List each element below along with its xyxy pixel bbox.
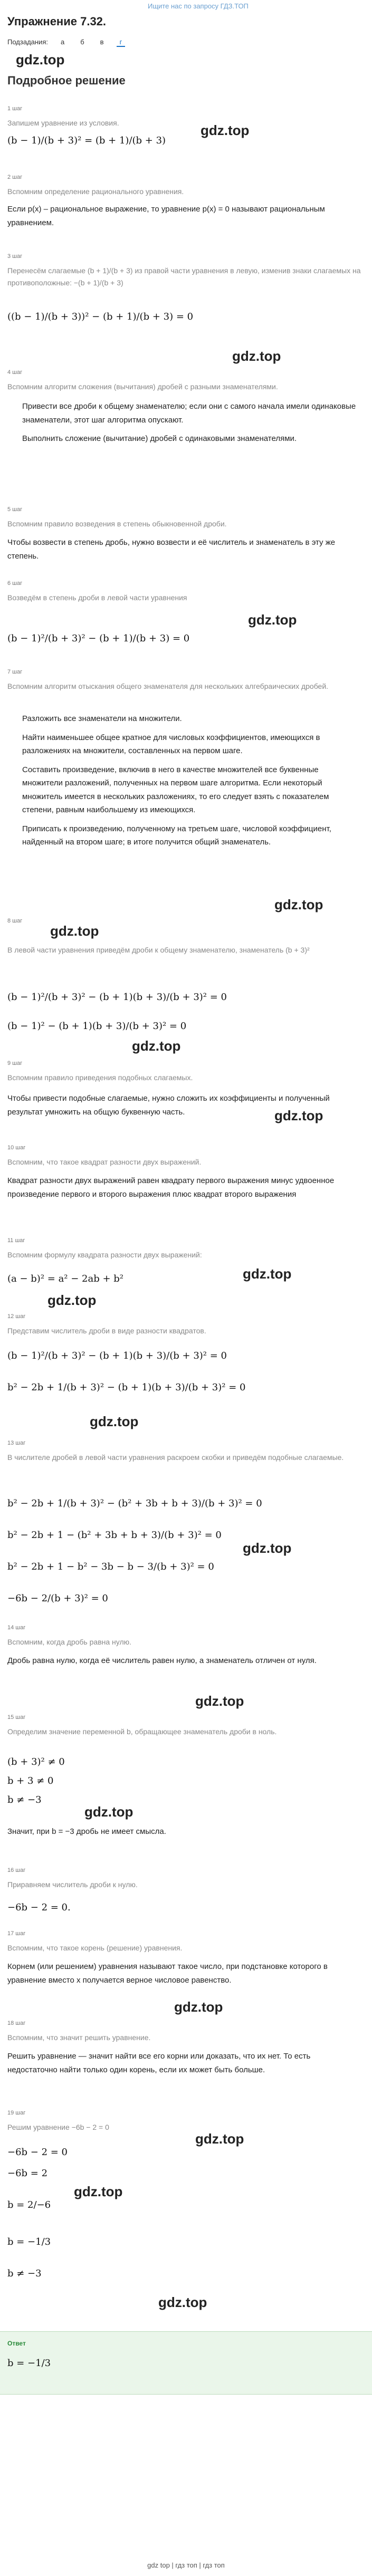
step-math: −6b − 2/(b + 3)² = 0: [7, 1593, 108, 1604]
watermark: gdz.top: [47, 1292, 97, 1308]
step-gray-text: Запишем уравнение из условия.: [7, 119, 119, 127]
step-text: Решить уравнение — значит найти все его корни или доказать, что их нет. То есть недостаточно найти только один корень, если их может быть больше.: [7, 2052, 311, 2074]
step-label: 7 шаг: [7, 669, 23, 675]
step-gray-text: Вспомним, что значит решить уравнение.: [7, 2033, 151, 2042]
step-gray-text: Вспомним определение рационального уравнения.: [7, 187, 184, 196]
watermark: gdz.top: [158, 2294, 207, 2310]
step-label: 10 шаг: [7, 1145, 26, 1151]
watermark: gdz.top: [74, 2184, 123, 2199]
step-gray-text: Представим числитель дроби в виде разности квадратов.: [7, 1327, 206, 1335]
watermark: gdz.top: [243, 1540, 292, 1556]
watermark: gdz.top: [174, 1999, 223, 2015]
step-math: (b − 1)/(b + 3)² = (b + 1)/(b + 3): [7, 135, 166, 146]
step-label: 19 шаг: [7, 2110, 26, 2116]
top-link[interactable]: Ищите нас по запросу ГДЗ.ТОП: [148, 2, 249, 10]
step-label: 1 шаг: [7, 105, 23, 112]
page-title: Упражнение 7.32.: [7, 15, 107, 28]
step-label: 2 шаг: [7, 174, 23, 180]
step-math: b ≠ −3: [7, 1794, 42, 1805]
step-label: 16 шаг: [7, 1867, 26, 1873]
step-gray-text: В числителе дробей в левой части уравнения раскроем скобки и приведём подобные слагаемые.: [7, 1453, 344, 1462]
watermark: gdz.top: [195, 1693, 244, 1709]
step-math: b ≠ −3: [7, 2268, 42, 2279]
step-label: 14 шаг: [7, 1625, 26, 1631]
step-gray-text: Вспомним правило приведения подобных слагаемых.: [7, 1073, 193, 1082]
subtasks-label: Подзадания:: [7, 38, 48, 46]
subtask-tabs: [7, 38, 125, 47]
answer-value: b = −1/3: [7, 2358, 51, 2369]
step-label: 6 шаг: [7, 580, 23, 587]
tab-v[interactable]: в: [100, 38, 104, 46]
step-gray-text: Возведём в степень дроби в левой части уравнения: [7, 593, 187, 602]
step-label: 12 шаг: [7, 1313, 26, 1320]
list-item: Привести все дроби к общему знаменателю; если они с самого начала имели одинаковые знаменатели, этот шаг алгоритма опускают.: [22, 402, 356, 425]
step-text: Корнем (или решением) уравнения называют такое число, при подстановке которого в уравнение вместо x получается верное числовое равенство.: [7, 1962, 328, 1985]
step-gray-text: Перенесём слагаемые (b + 1)/(b + 3) из правой части уравнения в левую, изменив знаки слагаемых на противоположные: −(b + 1)/(b + 3): [7, 266, 361, 287]
list-item: Приписать к произведению, полученному на третьем шаге, числовой коэффициент, найденный на втором шаге; в итоге получится общий знаменатель.: [22, 824, 331, 847]
watermark: gdz.top: [16, 52, 65, 68]
step-text: Если p(x) – рациональное выражение, то уравнение p(x) = 0 называют рациональным уравнением.: [7, 205, 325, 227]
step-math: (b − 1)² − (b + 1)(b + 3)/(b + 3)² = 0: [7, 1021, 187, 1032]
step-math: b² − 2b + 1 − (b² + 3b + b + 3)/(b + 3)² = 0: [7, 1530, 222, 1541]
step-label: 3 шаг: [7, 253, 23, 259]
tab-b[interactable]: б: [80, 38, 84, 46]
step-gray-text: Вспомним, что такое корень (решение) уравнения.: [7, 1944, 183, 1952]
step-math: −6b − 2 = 0: [7, 2147, 68, 2158]
solution-heading: Подробное решение: [7, 74, 126, 87]
step-text: Чтобы возвести в степень дробь, нужно возвести и её числитель и знаменатель в эту же степень.: [7, 538, 336, 561]
step-label: 5 шаг: [7, 506, 23, 513]
watermark: gdz.top: [201, 122, 250, 138]
step-math: b = 2/−6: [7, 2199, 51, 2210]
step-math: (b − 1)²/(b + 3)² − (b + 1)(b + 3)/(b + 3)² = 0: [7, 1350, 227, 1361]
step-gray-text: Приравняем числитель дроби к нулю.: [7, 1880, 138, 1889]
step-math: −6b = 2: [7, 2168, 48, 2179]
answer-box: [0, 2331, 372, 2395]
step-math: b² − 2b + 1/(b + 3)² − (b² + 3b + b + 3)/(b + 3)² = 0: [7, 1498, 262, 1509]
step-math: −6b − 2 = 0.: [7, 1902, 71, 1913]
watermark: gdz.top: [90, 1414, 139, 1429]
step-label: 4 шаг: [7, 369, 23, 376]
step-gray-text: Решим уравнение −6b − 2 = 0: [7, 2123, 109, 2131]
list-item: Выполнить сложение (вычитание) дробей с одинаковыми знаменателями.: [22, 434, 297, 443]
watermark: gdz.top: [50, 923, 99, 939]
step-text: Чтобы привести подобные слагаемые, нужно сложить их коэффициенты и полученный результат умножить на общую буквенную часть.: [7, 1094, 330, 1117]
step-gray-text: Определим значение переменной b, обращающее знаменатель дроби в ноль.: [7, 1727, 277, 1736]
step-math: b = −1/3: [7, 2236, 51, 2247]
step-math: b² − 2b + 1 − b² − 3b − b − 3/(b + 3)² = 0: [7, 1561, 214, 1572]
watermark: gdz.top: [248, 612, 297, 628]
list-item: Найти наименьшее общее кратное для числовых коэффициентов, имеющихся в разложениях на множители, составленных на первом шаге.: [22, 733, 320, 755]
step-math: b² − 2b + 1/(b + 3)² − (b + 1)(b + 3)/(b + 3)² = 0: [7, 1382, 246, 1393]
step-label: 11 шаг: [7, 1237, 25, 1244]
watermark: gdz.top: [243, 1266, 292, 1282]
watermark: gdz.top: [232, 348, 281, 364]
footer-links[interactable]: gdz top | гдз топ | гдз топ: [147, 2561, 225, 2569]
step-math: (b − 1)²/(b + 3)² − (b + 1)/(b + 3) = 0: [7, 633, 190, 644]
watermark: gdz.top: [274, 1108, 323, 1123]
tab-g[interactable]: г: [117, 38, 126, 47]
step-math: b + 3 ≠ 0: [7, 1775, 54, 1786]
step-label: 8 шаг: [7, 918, 23, 924]
step-gray-text: В левой части уравнения приведём дроби к общему знаменателю, знаменатель (b + 3)²: [7, 946, 310, 954]
list-item: Составить произведение, включив в него в качестве множителей все буквенные множители разложений, полученных на первом шаге алгоритма. Если некоторый множитель имеется в нескольких разложениях, то его следует взять с показателем степени, равным наибольшему из имеющихся.: [22, 765, 329, 814]
step-gray-text: Вспомним, когда дробь равна нулю.: [7, 1638, 132, 1646]
step-math: (a − b)² = a² − 2ab + b²: [7, 1273, 124, 1284]
step-label: 9 шаг: [7, 1060, 23, 1066]
step-label: 13 шаг: [7, 1440, 26, 1446]
step-text: Значит, при b = −3 дробь не имеет смысла.: [7, 1827, 166, 1836]
watermark: gdz.top: [195, 2131, 244, 2147]
step-list: [7, 712, 361, 854]
watermark: gdz.top: [84, 1804, 133, 1820]
watermark: gdz.top: [274, 897, 323, 912]
tab-a[interactable]: а: [60, 38, 65, 46]
step-text: Дробь равна нулю, когда её числитель равен нулю, а знаменатель отличен от нуля.: [7, 1656, 317, 1665]
step-gray-text: Вспомним, что такое квадрат разности двух выражений.: [7, 1158, 202, 1166]
step-gray-text: Вспомним формулу квадрата разности двух выражений:: [7, 1251, 202, 1259]
step-label: 18 шаг: [7, 2020, 26, 2026]
list-item: Разложить все знаменатели на множители.: [22, 714, 182, 723]
watermark: gdz.top: [132, 1038, 181, 1054]
step-list: [7, 400, 361, 451]
step-gray-text: Вспомним алгоритм отыскания общего знаменателя для нескольких алгебраических дробей.: [7, 682, 329, 690]
step-math: (b + 3)² ≠ 0: [7, 1756, 65, 1767]
step-label: 17 шаг: [7, 1930, 26, 1937]
step-math: ((b − 1)/(b + 3))² − (b + 1)/(b + 3) = 0: [7, 311, 194, 322]
step-math: (b − 1)²/(b + 3)² − (b + 1)(b + 3)/(b + 3)² = 0: [7, 992, 227, 1003]
answer-label: Ответ: [7, 2340, 26, 2347]
step-label: 15 шаг: [7, 1714, 26, 1720]
step-gray-text: Вспомним алгоритм сложения (вычитания) дробей с разными знаменателями.: [7, 382, 278, 391]
step-gray-text: Вспомним правило возведения в степень обыкновенной дроби.: [7, 520, 227, 528]
step-text: Квадрат разности двух выражений равен квадрату первого выражения минус удвоенное произведение первого и второго выражения плюс квадрат второго выражения: [7, 1176, 335, 1199]
